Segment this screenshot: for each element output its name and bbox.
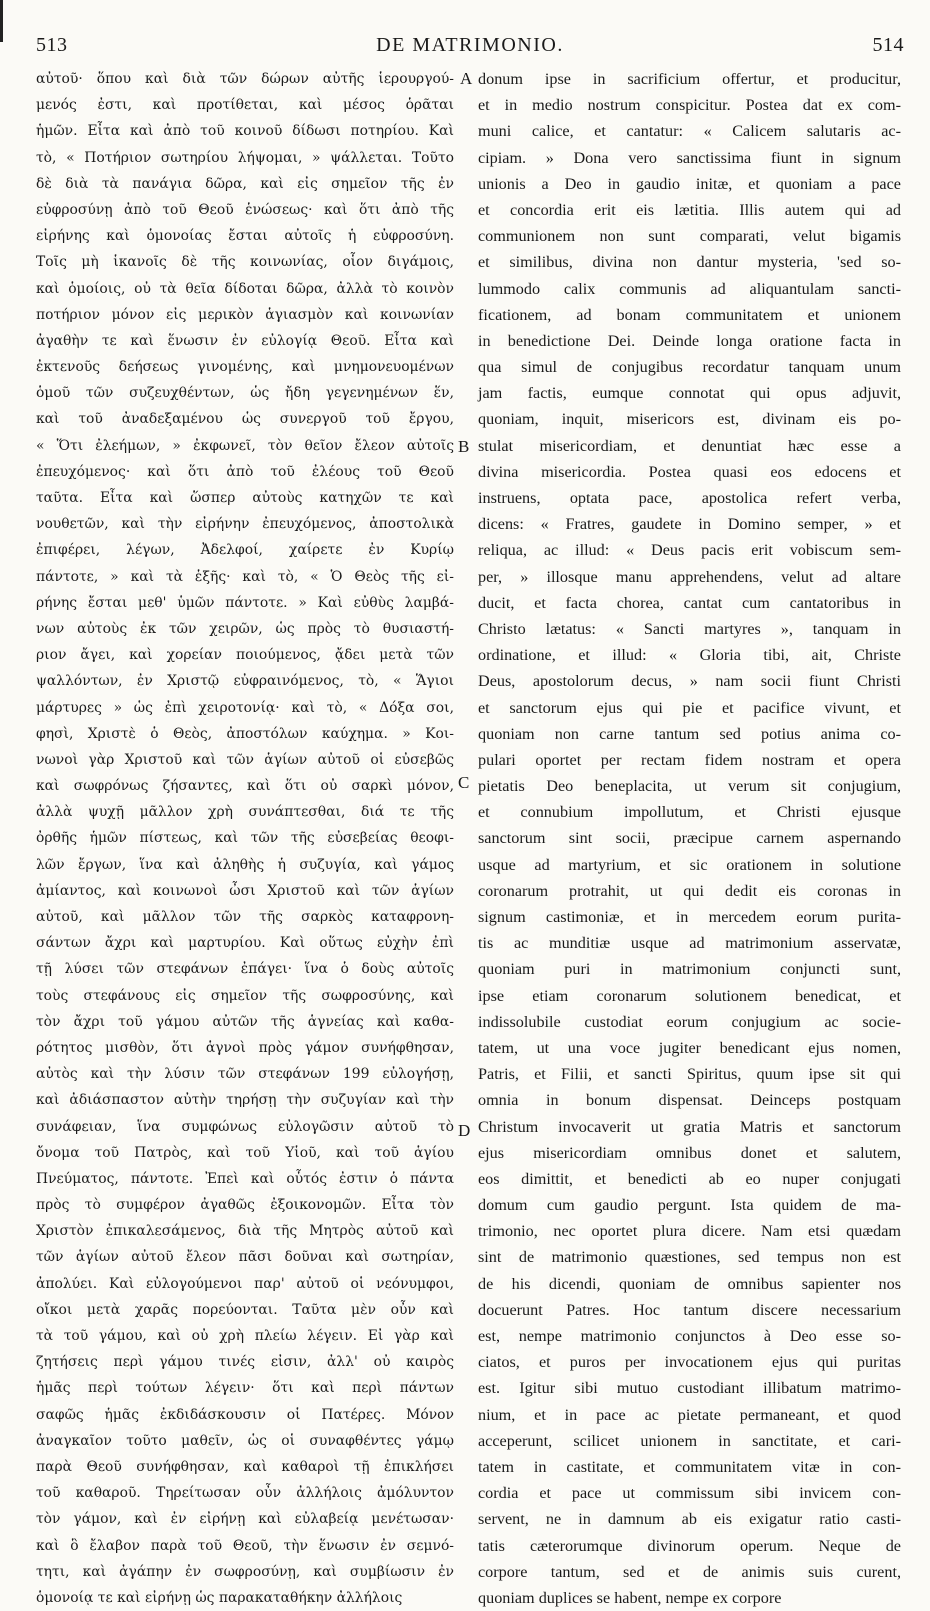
latin-text-line: domum cum gaudio pergunt. Ista quidem de ma-: [478, 1196, 901, 1215]
page-number-left: 513: [36, 34, 68, 56]
greek-text-line: ὄνομα τοῦ Πατρὸς, καὶ τοῦ Υἱοῦ, καὶ τοῦ ἁγίου: [36, 1144, 454, 1161]
greek-text-line: εἰρήνης καὶ ὁμονοίας ἔσται αὐτοῖς ἡ εὐφροσύνη.: [36, 228, 454, 245]
latin-text-line: indissolubile custodiat eorum conjugium ac socie-: [478, 1012, 901, 1031]
greek-text-line: ἀπολύει. Καὶ εὐλογούμενοι παρ' αὐτοῦ οἱ νεόνυμφοι,: [36, 1275, 454, 1292]
greek-text-line: ζητήσεις περὶ γάμου τινές εἰσιν, ἀλλ' οὐ καιρὸς: [36, 1354, 454, 1371]
latin-text-line: stulat misericordiam, et denuntiat hæc esse a: [478, 436, 901, 455]
latin-text-line: et concordia erit eis lætitia. Illis autem qui ad: [478, 200, 901, 219]
greek-text-line: πάντοτε, » καὶ τὰ ἑξῆς· καὶ τὸ, « Ὁ Θεὸς τῆς εἰ-: [36, 568, 454, 585]
latin-text-line: ficationem, ad bonam communitatem et unionem: [478, 305, 901, 324]
greek-text-line: καὶ σωφρόνως ζήσαντες, καὶ ὅτι οὐ σαρκὶ μόνον,: [36, 778, 454, 795]
greek-text-line: ἀγαθὴν τε καὶ ἕνωσιν ἐν εὐλογίᾳ Θεοῦ. Εἶτα καὶ: [36, 332, 454, 349]
greek-text-line: ὁμονοίᾳ τε καὶ εἰρήνῃ ὡς παρακαταθήκην ἀλλήλοις: [36, 1589, 403, 1606]
latin-text-line: nium, et in pace ac pietate permaneant, et quod: [478, 1405, 901, 1424]
latin-text-line: tis ac munditiæ usque ad matrimonium asservatæ,: [478, 934, 901, 953]
latin-text-line: trimonio, nec oportet plura dicere. Nam etsi quædam: [478, 1222, 901, 1241]
greek-text-line: ριον ἄγει, καὶ χορείαν ποιούμενος, ᾄδει μετὰ τῶν: [36, 647, 454, 664]
greek-text-line: λῶν ἔργων, ἵνα καὶ ἀληθὴς ἡ συζυγία, καὶ γάμος: [36, 856, 454, 873]
latin-text-line: tatem in castitate, et communitatem vitæ in con-: [478, 1457, 901, 1476]
greek-text-line: ταῦτα. Εἶτα καὶ ὥσπερ αὐτοὺς κατηχῶν τε καὶ: [36, 490, 454, 506]
greek-text-line: ἐκτενοῦς δεήσεως γινομένης, καὶ μνημονευομένων: [36, 359, 454, 376]
greek-text-line: οἴκοι μετὰ χαρᾶς πορεύονται. Ταῦτα μὲν οὖν καὶ: [36, 1301, 454, 1318]
latin-text-line: ordinatione, et illud: « Gloria tibi, ait, Christe: [478, 646, 901, 665]
latin-text-line: Christo lætatus: « Sancti martyres », tanquam in: [478, 619, 901, 638]
latin-text-line: quoniam, inquit, misericors est, divinam eis po-: [478, 410, 901, 429]
latin-text-line: cipiam. » Dona vero sanctissima fiunt in signum: [478, 148, 901, 167]
greek-text-line: μενός ἐστι, καὶ προτίθεται, καὶ μέσος ὁρᾶται: [36, 97, 454, 114]
latin-text-line: et connubium impollutum, et Christi ejusque: [478, 803, 901, 822]
greek-text-line: ἀλλὰ ψυχῇ μᾶλλον χρὴ συνάπτεσθαι, διά τε τῆς: [36, 804, 454, 821]
greek-text-line: τοὺς στεφάνους εἰς σημεῖον τῆς σωφροσύνης, καὶ: [36, 987, 454, 1004]
latin-text-line: et similibus, divina non dantur mysteria, 'sed so-: [478, 253, 901, 272]
latin-text-line: Christum invocaverit ut gratia Matris et sanctorum: [478, 1117, 901, 1136]
latin-text-line: cordia et pace ut commissum sibi invicem con-: [478, 1484, 901, 1503]
greek-text-line: ὀρθῆς ἡμῶν πίστεως, καὶ τῶν τῆς εὐσεβείας θεοφι-: [36, 830, 454, 847]
greek-text-line: σαφῶς ἡμᾶς ἐκδιδάσκουσιν οἱ Πατέρες. Μόνον: [36, 1406, 454, 1423]
latin-text-line: reliqua, ac illud: « Deus pacis erit vobiscum sem-: [478, 541, 901, 560]
latin-column: [478, 66, 901, 1607]
greek-text-line: καὶ τοῦ ἀναδεξαμένου ὡς συνεργοῦ τοῦ ἔργου,: [36, 411, 454, 428]
latin-text-line: per, » illosque manu apprehendens, velut ad altare: [478, 567, 901, 586]
greek-text-line: τὸν γάμον, καὶ ἐν εἰρήνῃ καὶ εὐλαβείᾳ μενέτωσαν·: [36, 1511, 454, 1528]
latin-text-line: et sanctorum ejus qui pie et pacifice vivunt, et: [478, 698, 901, 717]
latin-text-line: quoniam duplices se habent, nempe ex corpore: [478, 1588, 782, 1607]
latin-text-line: coronarum protrahit, ut qui dedit eis coronas in: [478, 881, 901, 900]
greek-text-line: συνάφειαν, ἵνα συμφώνως εὐλογῶσιν αὐτοῦ τὸ: [36, 1118, 454, 1135]
latin-text-line: de his dicendi, quoniam de omnibus sapienter nos: [478, 1274, 901, 1293]
greek-text-line: ἡμᾶς περὶ τούτων λέγειν· ὅτι καὶ περὶ πάντων: [36, 1380, 454, 1397]
latin-text-line: tatis cæterorumque divinorum operum. Neque de: [478, 1536, 901, 1555]
greek-text-line: δὲ διὰ τὰ πανάγια δῶρα, καὶ εἰς σημεῖον τῆς ἐν: [36, 175, 454, 192]
latin-text-line: ciatos, et puros per invocationem ejus qui puritas: [478, 1353, 901, 1372]
greek-text-line: ἐπευχόμενος· καὶ ὅτι ἀπὸ τοῦ ἐλέους τοῦ Θεοῦ: [36, 463, 454, 480]
greek-text-line: αὐτὸς καὶ τὴν λύσιν τῶν στεφάνων 199 εὐλογήσῃ,: [36, 1066, 454, 1083]
section-marker-b: B: [458, 437, 470, 456]
latin-text-line: eos dimittit, et benedicti ab eo nuper conjugati: [478, 1169, 901, 1188]
greek-text-line: καὶ ὁμοίοις, οὐ τὰ θεῖα δίδοται δῶρα, ἀλλὰ τὸ κοινὸν: [36, 280, 454, 297]
greek-text-line: τὰ τοῦ γάμου, καὶ οὐ χρὴ πλείω λέγειν. Εἰ γὰρ καὶ: [36, 1328, 454, 1344]
greek-text-line: ὁμοῦ τῶν συζευχθέντων, ὡς ἤδη γεγενημένων ἕν,: [36, 385, 454, 402]
latin-text-line: usque ad martyrium, et sic orationem in solutione: [478, 855, 901, 874]
greek-text-line: φησὶ, Χριστὲ ὁ Θεὸς, ἀποστόλων καύχημα. » Κοι-: [36, 725, 454, 742]
greek-text-line: τὸν ἄχρι τοῦ γάμου αὐτῶν τῆς ἁγνείας καὶ καθα-: [36, 1013, 454, 1030]
greek-text-line: καὶ ἀδιάσπαστον αὐτὴν τηρήσῃ τὴν συζυγίαν καὶ τὴν: [36, 1092, 454, 1109]
page-header: [36, 30, 904, 60]
latin-text-line: et in medio nostrum conspicitur. Postea dat ex com-: [478, 96, 901, 115]
greek-text-line: εὐφροσύνῃ ἀπὸ τοῦ Θεοῦ ἑνώσεως· καὶ ὅτι ἀπὸ τῆς: [36, 201, 454, 218]
greek-text-line: αὐτοῦ, καὶ μᾶλλον τῶν τῆς σαρκὸς καταφρονη-: [36, 909, 454, 925]
latin-text-line: dicens: « Fratres, gaudete in Domino semper, » et: [478, 515, 901, 534]
greek-text-line: τῶν ἁγίων αὐτοῦ ἔλεον πᾶσι δοῦναι καὶ σωτηρίαν,: [36, 1249, 454, 1266]
greek-text-line: τὸ, « Ποτήριον σωτηρίου λήψομαι, » ψάλλεται. Τοῦτο: [36, 149, 454, 166]
latin-text-line: quoniam puri in matrimonium conjuncti sunt,: [478, 960, 901, 979]
greek-text-line: ρήνης ἔσται μεθ' ὑμῶν πάντοτε. » Καὶ εὐθὺς λαμβά-: [36, 594, 454, 611]
latin-text-line: pietatis Deo beneplacita, ut verum sit conjugium,: [478, 777, 901, 796]
latin-text-line: tatem, ut una voce jugiter benedicant ejus nomen,: [478, 1038, 901, 1057]
latin-text-line: in benedictione Dei. Deinde longa oratione facta in: [478, 331, 901, 350]
section-marker-a: A: [460, 69, 473, 88]
running-title: DE MATRIMONIO.: [376, 34, 564, 56]
greek-text-line: νουθετῶν, καὶ τὴν εἰρήνην ἐπευχόμενος, ἀποστολικὰ: [36, 516, 454, 533]
section-marker-c: C: [458, 773, 470, 792]
section-marker-d: D: [458, 1121, 471, 1140]
latin-text-line: est. Igitur sibi mutuo custodiant illibatum matrimo-: [478, 1379, 901, 1398]
greek-text-line: πρὸς τὸ συμφέρον ἀγαθῶς ἐξοικονομῶν. Εἶτα τὸν: [36, 1197, 454, 1214]
greek-text-line: παρὰ Θεοῦ συνήφθησαν, καὶ καθαροὶ τῇ ἐπικλήσει: [36, 1458, 454, 1475]
latin-text-line: Deus, apostolorum decus, » nam socii fiunt Christi: [478, 672, 901, 691]
latin-text-line: donum ipse in sacrificium offertur, et producitur,: [478, 70, 901, 88]
greek-text-line: ἐπιφέρει, λέγων, Ἀδελφοί, χαίρετε ἐν Κυρίῳ: [36, 542, 454, 559]
latin-text-line: ipse etiam coronarum solutionem benedicat, et: [478, 986, 901, 1005]
greek-text-line: νωνοὶ γὰρ Χριστοῦ καὶ τῶν ἁγίων αὐτοῦ οἱ εὐσεβῶς: [36, 751, 454, 768]
greek-text-line: ἀναγκαῖον τοῦτο μαθεῖν, ὡς οἱ συναφθέντες γάμῳ: [36, 1432, 454, 1449]
latin-text-line: ducit, et facta chorea, cantat cum cantatoribus in: [478, 593, 901, 612]
latin-text-line: omnia in bonum dispensat. Deinceps postquam: [478, 1091, 901, 1110]
latin-text-line: quoniam non carne tantum sed potius anima co-: [478, 724, 901, 743]
latin-text-line: unionis a Deo in gaudio initæ, et quoniam a pace: [478, 174, 901, 193]
greek-text-line: νων αὐτοὺς ἐκ τῶν χειρῶν, ὡς πρὸς τὸ θυσιαστή-: [36, 620, 454, 637]
latin-text-line: communionem non sunt comparati, velut bigamis: [478, 227, 901, 246]
latin-text-line: sanctorum sint socii, præcipue carnem aspernando: [478, 829, 901, 848]
left-edge-mark: [0, 0, 3, 42]
greek-text-line: ψαλλόντων, ἐν Χριστῷ εὐφραινόμενος, τὸ, « Ἅγιοι: [36, 673, 454, 690]
greek-text-line: τοῦ καθαροῦ. Τηρείτωσαν οὖν ἀλλήλοις ἀμόλυντον: [36, 1485, 454, 1502]
latin-text-line: Patris, et Filii, et sancti Spiritus, quum ipse sit qui: [478, 1065, 901, 1084]
greek-text-line: ποτήριον μόνον εἰς μερικὸν ἁγιασμὸν καὶ κοινωνίαν: [36, 306, 454, 323]
greek-text-line: « Ὅτι ἐλεήμων, » ἐκφωνεῖ, τὸν θεῖον ἔλεον αὐτοῖς: [36, 437, 454, 454]
greek-text-line: Τοῖς μὴ ἱκανοῖς δὲ τῆς κοινωνίας, οἷον διγάμοις,: [36, 254, 454, 271]
greek-text-line: καὶ ὃ ἔλαβον παρὰ τοῦ Θεοῦ, τὴν ἕνωσιν ἐν σεμνό-: [36, 1537, 454, 1554]
latin-text-line: ejus misericordiam omnibus donet et salutem,: [478, 1143, 901, 1162]
greek-text-line: τητι, καὶ ἀγάπην ἐν σωφροσύνῃ, καὶ συμβίωσιν ἐν: [36, 1563, 454, 1580]
latin-text-line: docuerunt Patres. Hoc tantum discere necessarium: [478, 1300, 901, 1319]
greek-column: [36, 66, 454, 1606]
latin-text-line: servent, ne in damnum ab eis exigatur ratio casti-: [478, 1510, 901, 1529]
latin-text-line: instruens, optata pace, apostolica refert verba,: [478, 489, 901, 507]
latin-text-line: muni calice, et cantatur: « Calicem salutaris ac-: [478, 122, 901, 141]
latin-text-line: jam factis, eumque connotat qui opus adjuvit,: [478, 384, 901, 403]
latin-text-line: corpore tantum, sed et de animis suis curent,: [478, 1562, 901, 1581]
greek-text-line: Πνεύματος, πάντοτε. Ἐπεὶ καὶ οὗτός ἐστιν ὁ πάντα: [36, 1170, 454, 1187]
latin-text-line: signum castimoniæ, et in mercedem eorum purita-: [478, 908, 901, 926]
greek-text-line: αὐτοῦ· ὅπου καὶ διὰ τῶν δώρων αὐτῆς ἱερουργού-: [36, 71, 454, 87]
latin-text-line: acceperunt, scilicet unionem in sanctitate, et cari-: [478, 1431, 901, 1450]
latin-text-line: qua simul de conjugibus recordatur tanquam unum: [478, 358, 901, 377]
greek-text-line: μάρτυρες » ὡς ἐπὶ χειροτονίᾳ· καὶ τὸ, « Δόξα σοι,: [36, 699, 454, 716]
latin-text-line: est, nempe matrimonio conjunctos à Deo esse so-: [478, 1327, 901, 1345]
page-number-right: 514: [872, 34, 904, 56]
greek-text-line: σάντων ἄχρι καὶ μαρτυρίου. Καὶ οὕτως εὐχὴν ἐπὶ: [36, 935, 454, 952]
greek-text-line: ἡμῶν. Εἶτα καὶ ἀπὸ τοῦ κοινοῦ δίδωσι ποτηρίου. Καὶ: [36, 123, 454, 140]
greek-text-line: Χριστὸν ἐπικαλεσάμενος, διὰ τῆς Μητρὸς αὐτοῦ καὶ: [36, 1223, 454, 1240]
latin-text-line: sint de matrimonio quæstiones, sed tempus non est: [478, 1248, 901, 1267]
latin-text-line: lummodo calix communis ad aliquantulam sancti-: [478, 279, 901, 298]
latin-text-line: divina misericordia. Postea quasi eos edocens et: [478, 462, 901, 481]
greek-text-line: ἀμίαντος, καὶ κοινωνοὶ ὦσι Χριστοῦ καὶ τῶν ἁγίων: [36, 882, 454, 899]
greek-text-line: ρότητος μισθὸν, ὅτι ἁγνοὶ πρὸς γάμον συνήφθησαν,: [36, 1039, 454, 1056]
greek-text-line: τῇ λύσει τῶν στεφάνων ἐπάγει· ἵνα ὁ δοὺς αὐτοῖς: [36, 961, 454, 978]
latin-text-line: pulari oportet per rectam fidem nostram et opera: [478, 750, 901, 769]
